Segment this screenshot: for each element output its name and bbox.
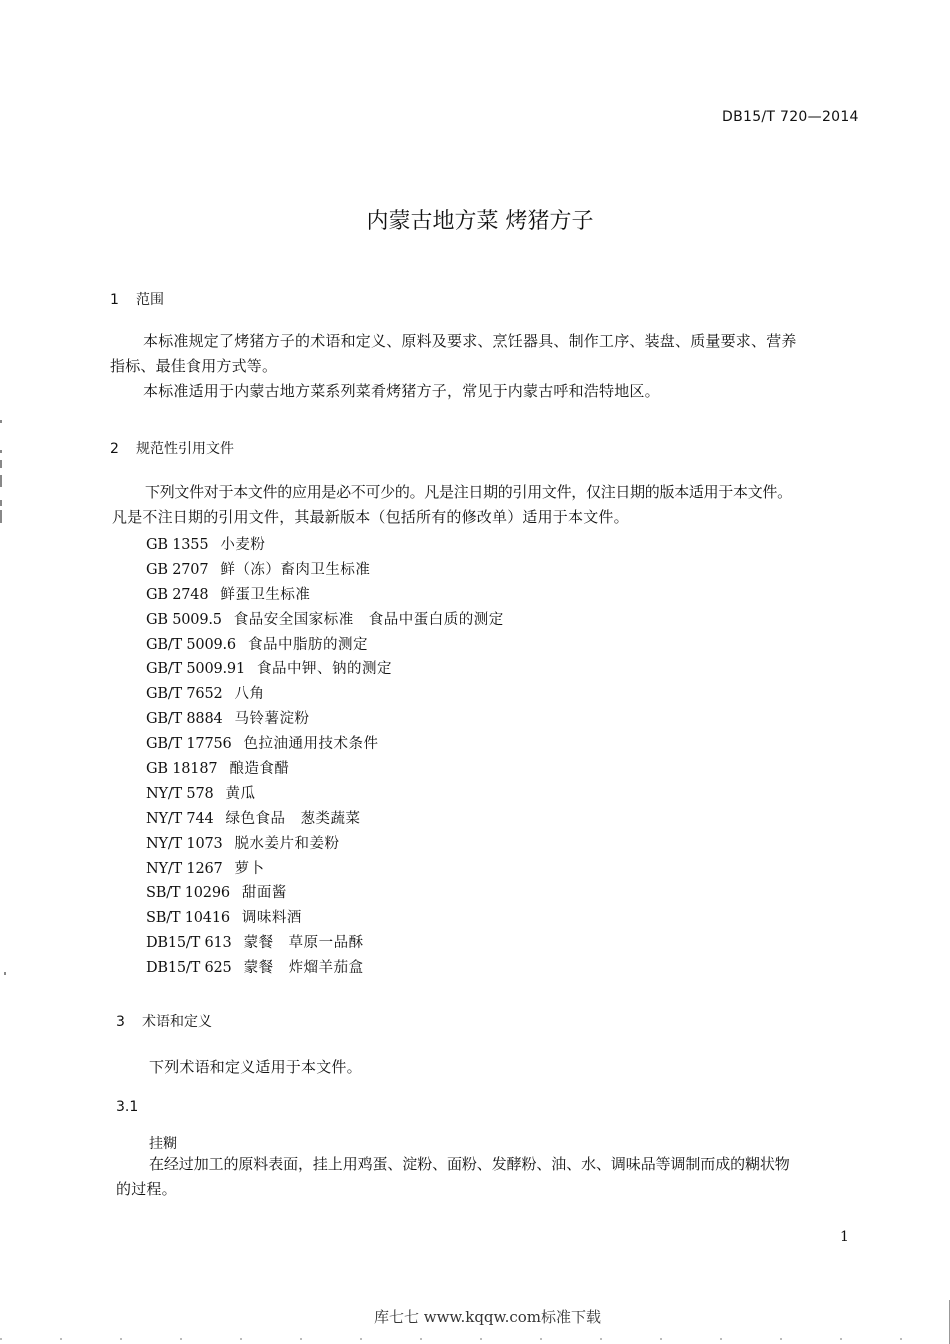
reference-code: GB/T 7652 bbox=[146, 686, 223, 703]
reference-name: 酿造食醋 bbox=[229, 761, 290, 778]
reference-code: NY/T 1073 bbox=[146, 835, 223, 852]
reference-code: NY/T 1267 bbox=[146, 860, 223, 877]
reference-code: GB/T 5009.6 bbox=[146, 636, 236, 653]
reference-code: GB/T 17756 bbox=[146, 736, 232, 753]
section-heading-normative-references bbox=[110, 438, 234, 458]
scope-paragraph-2: 本标准适用于内蒙古地方菜系列菜肴烤猪方子，常见于内蒙古呼和浩特地区。 bbox=[143, 382, 660, 400]
text-line: 指标、最佳食用方式等。 bbox=[110, 357, 278, 375]
text-line: 凡是不注日期的引用文件，其最新版本（包括所有的修改单）适用于本文件。 bbox=[112, 508, 629, 526]
reference-code: NY/T 578 bbox=[146, 785, 214, 802]
terms-intro: 下列术语和定义适用于本文件。 bbox=[149, 1058, 362, 1076]
scope-paragraph-1 bbox=[110, 329, 860, 404]
reference-item bbox=[146, 608, 504, 633]
reference-code: GB 1355 bbox=[146, 537, 209, 553]
reference-name: 鲜蛋卫生标准 bbox=[220, 586, 311, 603]
scan-artifact bbox=[0, 510, 2, 520]
reference-code: DB15/T 613 bbox=[146, 935, 232, 952]
reference-code: GB 5009.5 bbox=[146, 611, 222, 628]
section-number: 3 bbox=[116, 1014, 125, 1030]
section-heading-terms bbox=[116, 1011, 212, 1031]
text-line: 本标准规定了烤猪方子的术语和定义、原料及要求、烹饪器具、制作工序、装盘、质量要求、营养 bbox=[143, 332, 797, 350]
reference-name: 鲜（冻）畜肉卫生标准 bbox=[220, 561, 371, 578]
term-definition bbox=[116, 1152, 866, 1202]
reference-name: 马铃薯淀粉 bbox=[234, 711, 310, 728]
reference-code: SB/T 10296 bbox=[146, 885, 230, 902]
reference-name: 食品安全国家标准 食品中蛋白质的测定 bbox=[233, 611, 504, 628]
section-title: 范围 bbox=[136, 292, 164, 308]
references-intro bbox=[112, 480, 862, 530]
reference-code: GB 2748 bbox=[146, 586, 209, 603]
reference-item bbox=[146, 558, 504, 583]
reference-item bbox=[146, 857, 504, 882]
reference-name: 绿色食品 葱类蔬菜 bbox=[225, 810, 361, 827]
reference-item bbox=[146, 732, 504, 757]
section-title: 规范性引用文件 bbox=[136, 441, 234, 457]
reference-item bbox=[146, 832, 504, 857]
reference-item bbox=[146, 707, 504, 732]
reference-code: GB/T 5009.91 bbox=[146, 661, 245, 678]
footer-watermark: 库七七 www.kqqw.com标准下载 bbox=[373, 1308, 602, 1326]
section-heading-scope bbox=[110, 289, 164, 309]
reference-item bbox=[146, 583, 504, 608]
section-number: 2 bbox=[110, 441, 119, 457]
page-number: 1 bbox=[840, 1229, 849, 1245]
reference-item bbox=[146, 682, 504, 707]
scan-artifact-bottom bbox=[0, 1338, 950, 1340]
text-line: 的过程。 bbox=[116, 1180, 177, 1198]
reference-name: 脱水姜片和姜粉 bbox=[234, 835, 340, 852]
scan-artifact bbox=[0, 475, 2, 487]
reference-code: GB/T 8884 bbox=[146, 711, 223, 728]
scan-artifact bbox=[0, 520, 2, 523]
reference-code: GB 2707 bbox=[146, 561, 209, 578]
reference-name: 小麦粉 bbox=[220, 537, 266, 553]
reference-name: 黄瓜 bbox=[225, 785, 256, 802]
reference-name: 食品中钾、钠的测定 bbox=[256, 661, 392, 678]
scan-artifact bbox=[4, 972, 6, 975]
reference-name: 蒙餐 炸熘羊茄盒 bbox=[243, 960, 364, 977]
text-line: 下列文件对于本文件的应用是必不可少的。凡是注日期的引用文件，仅注日期的版本适用于本文件。 bbox=[145, 483, 792, 501]
reference-item bbox=[146, 881, 504, 906]
reference-name: 色拉油通用技术条件 bbox=[243, 736, 379, 753]
reference-name: 蒙餐 草原一品酥 bbox=[243, 935, 364, 952]
reference-item bbox=[146, 906, 504, 931]
scan-artifact bbox=[0, 500, 2, 506]
reference-item bbox=[146, 807, 504, 832]
reference-name: 甜面酱 bbox=[241, 885, 287, 902]
reference-name: 萝卜 bbox=[234, 860, 265, 877]
reference-item bbox=[146, 956, 504, 981]
section-title: 术语和定义 bbox=[142, 1014, 212, 1030]
scan-artifact bbox=[0, 420, 2, 423]
reference-code: NY/T 744 bbox=[146, 810, 214, 827]
reference-name: 调味料酒 bbox=[241, 910, 302, 927]
reference-item bbox=[146, 533, 504, 558]
reference-item bbox=[146, 931, 504, 956]
text-line: 在经过加工的原料表面，挂上用鸡蛋、淀粉、面粉、发酵粉、油、水、调味品等调制而成的糊状物 bbox=[149, 1155, 790, 1173]
document-title: 内蒙古地方菜 烤猪方子 bbox=[366, 209, 594, 234]
reference-item bbox=[146, 657, 504, 682]
standard-number: DB15/T 720—2014 bbox=[722, 109, 859, 125]
reference-item bbox=[146, 633, 504, 658]
term-number: 3.1 bbox=[116, 1099, 139, 1115]
reference-item bbox=[146, 757, 504, 782]
reference-name: 食品中脂肪的测定 bbox=[247, 636, 368, 653]
reference-code: SB/T 10416 bbox=[146, 910, 230, 927]
scan-artifact bbox=[0, 450, 2, 453]
scan-artifact bbox=[0, 460, 2, 468]
term-name: 挂糊 bbox=[149, 1136, 177, 1152]
reference-name: 八角 bbox=[234, 686, 265, 703]
reference-list bbox=[146, 533, 504, 981]
reference-code: GB 18187 bbox=[146, 761, 218, 778]
reference-code: DB15/T 625 bbox=[146, 960, 232, 977]
reference-item bbox=[146, 782, 504, 807]
section-number: 1 bbox=[110, 292, 119, 308]
